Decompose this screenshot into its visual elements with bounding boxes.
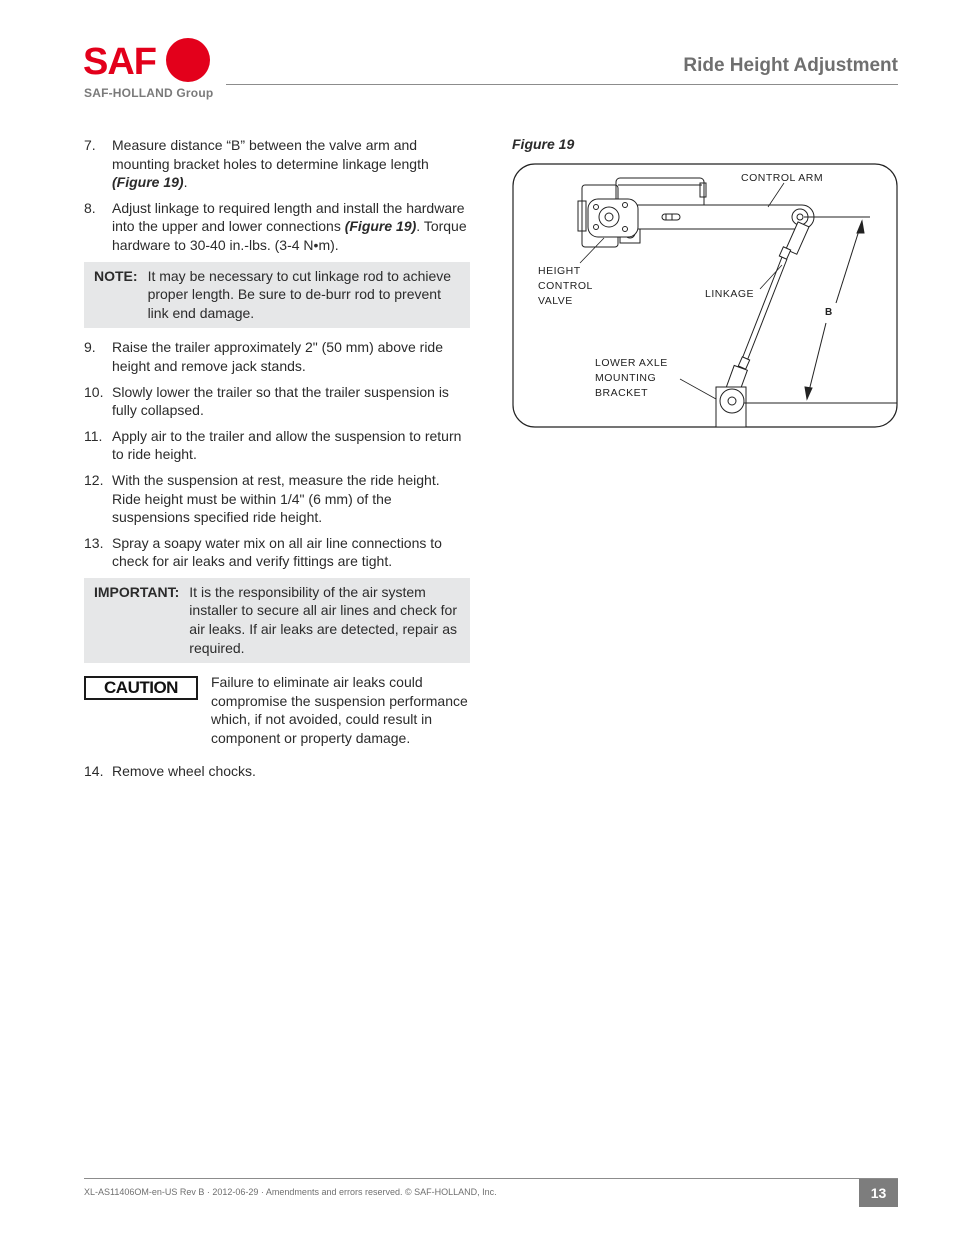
label-control-arm: CONTROL ARM xyxy=(741,172,824,184)
step-text: Measure distance “B” between the valve arm and mounting bracket holes to determine linkage length xyxy=(112,137,429,172)
figure-svg xyxy=(512,163,898,428)
label-valve-line2: CONTROL xyxy=(538,280,593,292)
step-number: 12. xyxy=(84,471,104,488)
caution-badge: CAUTION xyxy=(84,676,198,700)
figure-19-diagram xyxy=(512,163,898,428)
label-bracket-line1: LOWER AXLE xyxy=(595,357,668,369)
note-box xyxy=(84,262,470,329)
label-valve-line3: VALVE xyxy=(538,295,573,307)
step-10 xyxy=(84,383,470,420)
step-text: Remove wheel chocks. xyxy=(112,762,256,779)
label-valve-line1: HEIGHT xyxy=(538,265,581,277)
figure-title: Figure 19 xyxy=(512,136,575,152)
page-number: 13 xyxy=(859,1179,898,1207)
label-bracket-line3: BRACKET xyxy=(595,387,649,399)
caution-block xyxy=(84,673,470,747)
header-divider xyxy=(226,84,898,85)
dimension-b-arrow xyxy=(805,221,864,399)
step-14 xyxy=(84,762,470,781)
company-logo xyxy=(83,38,223,102)
label-dimension-b: B xyxy=(825,307,833,318)
important-label: IMPORTANT: xyxy=(94,583,180,600)
step-number: 14. xyxy=(84,762,104,779)
step-8 xyxy=(84,199,470,255)
step-number: 8. xyxy=(84,199,96,216)
step-text-end: . xyxy=(183,174,188,191)
caution-text: Failure to eliminate air leaks could compromise the suspension performance which, if not avoided, could result in component or property damage. xyxy=(211,674,468,747)
control-arm-drawing xyxy=(588,199,814,237)
step-text: Apply air to the trailer and allow the suspension to return to ride height. xyxy=(112,427,462,463)
step-number: 10. xyxy=(84,383,104,400)
figure-reference: (Figure 19) xyxy=(112,174,184,191)
step-text-end: . Torque hardware to 30-40 in.-lbs. (3-4 N•m). xyxy=(112,218,467,253)
footer-text: XL-AS11406OM-en-US Rev B · 2012-06-29 · Amendments and errors reserved. © SAF-HOLLAND, Inc. xyxy=(84,1187,497,1197)
note-text: It may be necessary to cut linkage rod to achieve proper length. Be sure to de-burr rod to prevent link end damage. xyxy=(147,267,452,321)
step-text: Raise the trailer approximately 2" (50 mm) above ride height and remove jack stands. xyxy=(112,339,443,374)
figure-reference: (Figure 19) xyxy=(344,218,417,235)
step-text: With the suspension at rest, measure the ride height. Ride height must be within 1/4" (6 mm) of the suspensions specified ride height. xyxy=(112,471,440,526)
step-13 xyxy=(84,534,470,571)
step-number: 9. xyxy=(84,339,96,356)
step-text: Adjust linkage to required length and install the hardware into the upper and lower connections xyxy=(112,199,465,235)
logo-wordmark: SAF xyxy=(83,41,156,83)
step-12 xyxy=(84,471,470,527)
logo-subtext: SAF-HOLLAND Group xyxy=(84,86,214,100)
label-linkage: LINKAGE xyxy=(705,288,755,300)
instructions-column xyxy=(84,136,470,787)
page-title: Ride Height Adjustment xyxy=(683,55,898,76)
footer-divider xyxy=(84,1178,898,1179)
important-box xyxy=(84,578,470,663)
linkage-drawing xyxy=(725,222,809,397)
logo-circle xyxy=(166,38,210,82)
step-number: 7. xyxy=(84,137,96,153)
note-label: NOTE: xyxy=(94,267,138,284)
label-bracket-line2: MOUNTING xyxy=(595,372,657,384)
lower-bracket-drawing xyxy=(716,387,746,427)
step-11 xyxy=(84,427,470,464)
important-text: It is the responsibility of the air system installer to secure all air lines and check for air leaks. If air leaks are detected, repair as required. xyxy=(189,583,457,656)
step-7 xyxy=(84,136,470,192)
step-text: Slowly lower the trailer so that the trailer suspension is fully collapsed. xyxy=(112,383,449,419)
step-text: Spray a soapy water mix on all air line connections to check for air leaks and verify fittings are tight. xyxy=(112,534,442,570)
step-number: 11. xyxy=(84,427,103,444)
step-number: 13. xyxy=(84,534,104,551)
step-9 xyxy=(84,338,470,375)
